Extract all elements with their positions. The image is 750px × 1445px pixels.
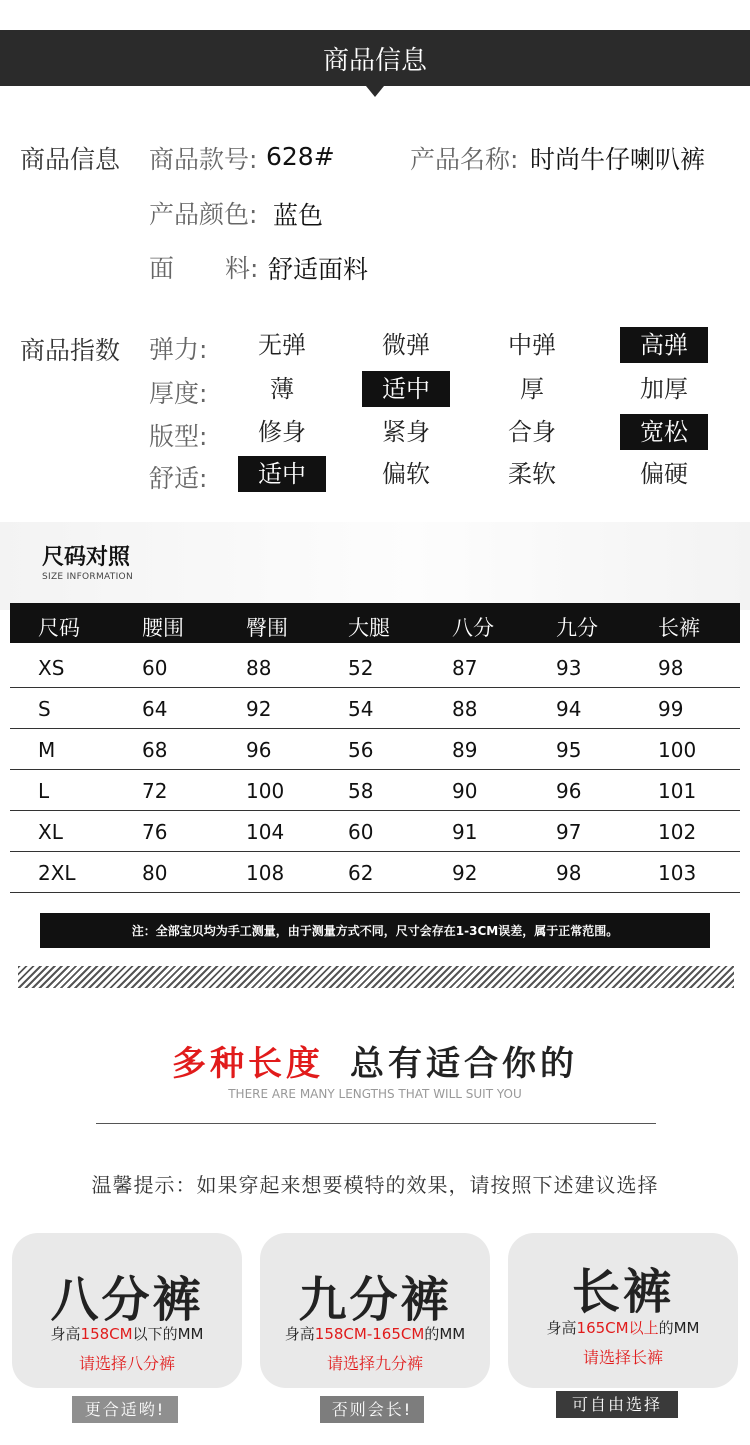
size-cell: 76	[142, 820, 168, 844]
size-subtitle: SIZE INFORMATION	[42, 572, 133, 582]
size-cell: 92	[246, 697, 272, 721]
color-label: 产品颜色:	[149, 200, 258, 229]
stripe-divider	[18, 966, 734, 988]
size-table-row	[10, 770, 740, 811]
size-cell: 101	[658, 779, 697, 803]
height-prefix: 身高	[50, 1325, 81, 1343]
index-option-selected: 宽松	[620, 414, 708, 450]
height-suffix: 的MM	[658, 1319, 700, 1337]
size-header-cell: 腰围	[142, 616, 184, 640]
length-card-advice: 请选择长裤	[582, 1348, 663, 1367]
index-row-label: 版型:	[149, 422, 208, 451]
fabric-label-a: 面	[149, 254, 175, 283]
length-card-tag: 可自由选择	[556, 1391, 678, 1418]
length-card-advice: 请选择九分裤	[326, 1354, 423, 1373]
size-cell: 95	[556, 738, 582, 762]
index-option: 加厚	[640, 375, 688, 403]
size-cell: 97	[556, 820, 582, 844]
length-card-tag: 更合适哟!	[72, 1396, 178, 1423]
size-cell: 68	[142, 738, 168, 762]
size-cell: 72	[142, 779, 168, 803]
size-table-row	[10, 688, 740, 729]
slogan-dark: 总有适合你的	[350, 1044, 578, 1084]
size-header-cell: 臀围	[246, 616, 288, 640]
section-header	[0, 30, 750, 86]
size-table-row	[10, 729, 740, 770]
size-cell: 96	[246, 738, 272, 762]
size-cell: 52	[348, 656, 374, 680]
size-cell: 93	[556, 656, 582, 680]
length-card	[12, 1233, 242, 1388]
slogan-english: THERE ARE MANY LENGTHS THAT WILL SUIT YOU	[228, 1087, 522, 1101]
index-option: 修身	[258, 418, 306, 446]
index-option: 薄	[270, 375, 294, 403]
slogan-rule	[96, 1123, 656, 1124]
color-value: 蓝色	[273, 201, 324, 230]
size-title: 尺码对照	[42, 545, 131, 570]
fabric-value: 舒适面料	[268, 255, 369, 284]
index-option: 合身	[508, 418, 556, 446]
section-header-title: 商品信息	[322, 45, 427, 76]
index-row-label: 弹力:	[149, 335, 208, 364]
size-cell: 54	[348, 697, 374, 721]
size-table-header	[10, 603, 740, 643]
style-label: 商品款号:	[149, 145, 258, 174]
index-section-label: 商品指数	[20, 336, 121, 365]
measurement-note-text: 注：全部宝贝均为手工测量，由于测量方式不同，尺寸会存在1-3CM误差，属于正常范围。	[131, 924, 619, 938]
info-section-label: 商品信息	[20, 145, 121, 174]
size-cell: L	[38, 779, 50, 803]
size-header-cell: 长裤	[658, 616, 700, 640]
size-cell: 103	[658, 861, 697, 885]
size-table-row	[10, 811, 740, 852]
height-suffix: 以下的MM	[132, 1325, 204, 1343]
length-slogan	[0, 1036, 750, 1085]
index-option-selected: 高弹	[620, 327, 708, 363]
size-header-cell: 九分	[556, 616, 598, 640]
index-option-selected: 适中	[362, 371, 450, 407]
index-row-label: 舒适:	[149, 464, 208, 493]
size-cell: 62	[348, 861, 374, 885]
length-card-tag: 否则会长!	[320, 1396, 424, 1423]
height-prefix: 身高	[546, 1319, 577, 1337]
size-header-cell: 八分	[452, 616, 494, 640]
size-cell: 92	[452, 861, 478, 885]
size-cell: 100	[658, 738, 697, 762]
fabric-label-b: 料:	[225, 254, 259, 283]
header-arrow	[366, 86, 384, 97]
index-option: 微弹	[382, 331, 430, 359]
size-cell: 98	[658, 656, 684, 680]
length-card-height	[12, 1323, 242, 1344]
length-card-title: 九分裤	[298, 1272, 452, 1328]
measurement-note	[40, 913, 710, 948]
product-name-label: 产品名称:	[410, 145, 519, 174]
index-option-selected: 适中	[238, 456, 326, 492]
length-card-title: 八分裤	[50, 1272, 204, 1328]
size-cell: 98	[556, 861, 582, 885]
height-range: 158CM-165CM	[314, 1325, 425, 1343]
length-card-height	[508, 1317, 738, 1338]
product-name-value: 时尚牛仔喇叭裤	[530, 145, 706, 174]
size-cell: 80	[142, 861, 168, 885]
size-cell: 94	[556, 697, 582, 721]
size-table-row	[10, 647, 740, 688]
index-option: 柔软	[508, 460, 556, 488]
size-cell: XS	[38, 656, 65, 680]
size-cell: 91	[452, 820, 478, 844]
size-cell: XL	[38, 820, 63, 844]
size-cell: 2XL	[38, 861, 76, 885]
size-cell: 56	[348, 738, 374, 762]
length-card	[508, 1233, 738, 1388]
length-card	[260, 1233, 490, 1388]
size-cell: 87	[452, 656, 478, 680]
index-row-label: 厚度:	[149, 379, 208, 408]
size-cell: 96	[556, 779, 582, 803]
height-range: 158CM	[80, 1325, 133, 1343]
size-table-row	[10, 852, 740, 893]
slogan-red: 多种长度	[172, 1044, 324, 1084]
size-cell: 104	[246, 820, 285, 844]
size-cell: 102	[658, 820, 697, 844]
size-cell: 88	[246, 656, 272, 680]
length-card-height	[260, 1323, 490, 1344]
height-prefix: 身高	[284, 1325, 315, 1343]
size-cell: 100	[246, 779, 285, 803]
index-option: 厚	[520, 375, 544, 403]
length-card-advice: 请选择八分裤	[78, 1354, 175, 1373]
size-cell: M	[38, 738, 56, 762]
index-option: 偏软	[382, 460, 430, 488]
length-card-title: 长裤	[571, 1264, 674, 1320]
size-cell: 88	[452, 697, 478, 721]
index-option: 偏硬	[640, 460, 688, 488]
height-range: 165CM以上	[576, 1319, 659, 1337]
size-header-cell: 尺码	[38, 616, 80, 640]
size-cell: 58	[348, 779, 374, 803]
size-cell: 99	[658, 697, 684, 721]
size-cell: 90	[452, 779, 478, 803]
style-value: 628#	[266, 142, 335, 171]
length-tip: 温馨提示：如果穿起来想要模特的效果，请按照下述建议选择	[91, 1173, 659, 1197]
size-cell: 108	[246, 861, 285, 885]
size-cell: 60	[142, 656, 168, 680]
index-option: 无弹	[258, 331, 306, 359]
size-cell: 64	[142, 697, 168, 721]
size-cell: 60	[348, 820, 374, 844]
size-cell: S	[38, 697, 51, 721]
height-suffix: 的MM	[424, 1325, 466, 1343]
size-cell: 89	[452, 738, 478, 762]
index-option: 紧身	[382, 418, 430, 446]
index-option: 中弹	[508, 331, 556, 359]
size-header-cell: 大腿	[348, 616, 390, 640]
